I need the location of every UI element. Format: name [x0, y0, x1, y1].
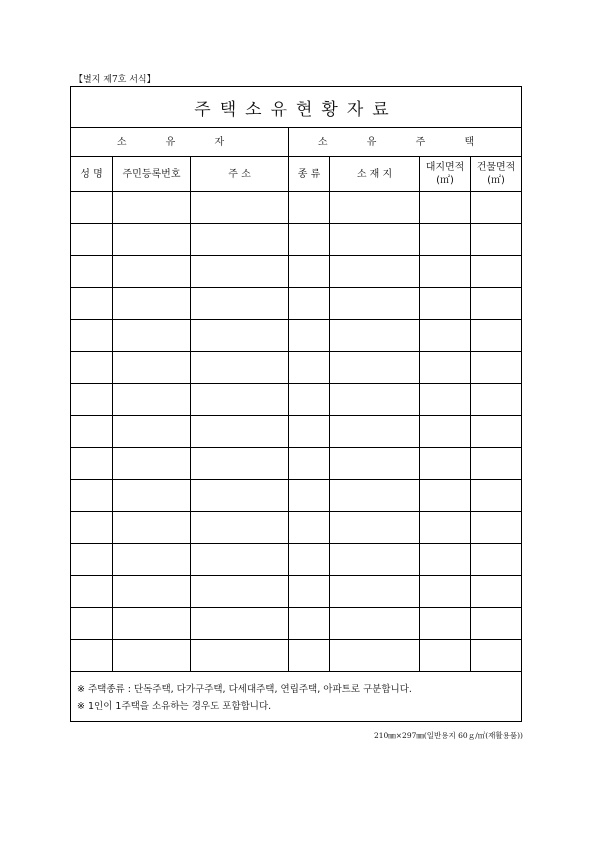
building-area-unit: (㎡)	[487, 175, 505, 186]
land-area-cell[interactable]	[420, 480, 471, 512]
type-cell[interactable]	[289, 320, 330, 352]
building-area-cell[interactable]	[471, 640, 522, 672]
location-cell[interactable]	[330, 512, 420, 544]
address-cell[interactable]	[191, 288, 289, 320]
name-cell[interactable]	[71, 384, 113, 416]
location-cell[interactable]	[330, 544, 420, 576]
document-title: 주택소유현황자료	[194, 99, 398, 120]
type-cell[interactable]	[289, 576, 330, 608]
building-area-cell[interactable]	[471, 224, 522, 256]
type-cell[interactable]	[289, 224, 330, 256]
table-row	[71, 544, 522, 576]
col-building-area-header	[471, 157, 522, 192]
table-row	[71, 512, 522, 544]
type-cell[interactable]	[289, 480, 330, 512]
building-area-cell[interactable]	[471, 352, 522, 384]
resident-no-cell[interactable]	[113, 352, 191, 384]
address-cell[interactable]	[191, 480, 289, 512]
resident-no-cell[interactable]	[113, 192, 191, 224]
location-cell[interactable]	[330, 288, 420, 320]
land-area-unit: (㎡)	[436, 175, 454, 186]
address-cell[interactable]	[191, 640, 289, 672]
land-area-cell[interactable]	[420, 608, 471, 640]
building-area-cell[interactable]	[471, 320, 522, 352]
table-row	[71, 384, 522, 416]
address-cell[interactable]	[191, 576, 289, 608]
building-area-cell[interactable]	[471, 480, 522, 512]
building-area-cell[interactable]	[471, 416, 522, 448]
address-cell[interactable]	[191, 512, 289, 544]
name-cell[interactable]	[71, 608, 113, 640]
table-row	[71, 192, 522, 224]
land-area-cell[interactable]	[420, 384, 471, 416]
table-row	[71, 448, 522, 480]
address-cell[interactable]	[191, 416, 289, 448]
table-row	[71, 416, 522, 448]
type-cell[interactable]	[289, 256, 330, 288]
table-row	[71, 480, 522, 512]
location-cell[interactable]	[330, 352, 420, 384]
type-cell[interactable]	[289, 544, 330, 576]
resident-no-cell[interactable]	[113, 608, 191, 640]
building-area-cell[interactable]	[471, 544, 522, 576]
type-cell[interactable]	[289, 448, 330, 480]
type-cell[interactable]	[289, 352, 330, 384]
location-cell[interactable]	[330, 608, 420, 640]
location-cell[interactable]	[330, 320, 420, 352]
col-type-header: 종 류	[289, 157, 330, 192]
name-cell[interactable]	[71, 512, 113, 544]
housing-table	[70, 127, 522, 672]
building-area-cell[interactable]	[471, 288, 522, 320]
table-row	[71, 320, 522, 352]
address-cell[interactable]	[191, 608, 289, 640]
resident-no-cell[interactable]	[113, 416, 191, 448]
col-name-header: 성 명	[71, 157, 113, 192]
type-cell[interactable]	[289, 416, 330, 448]
resident-no-cell[interactable]	[113, 576, 191, 608]
land-area-cell[interactable]	[420, 192, 471, 224]
land-area-cell[interactable]	[420, 576, 471, 608]
address-cell[interactable]	[191, 256, 289, 288]
col-resident-no-header: 주민등록번호	[113, 157, 191, 192]
owner-group-header: 소 유 자	[71, 128, 289, 157]
name-cell[interactable]	[71, 576, 113, 608]
name-cell[interactable]	[71, 224, 113, 256]
location-cell[interactable]	[330, 192, 420, 224]
resident-no-cell[interactable]	[113, 448, 191, 480]
col-location-header: 소 재 지	[330, 157, 420, 192]
table-row	[71, 576, 522, 608]
building-area-cell[interactable]	[471, 512, 522, 544]
name-cell[interactable]	[71, 288, 113, 320]
resident-no-cell[interactable]	[113, 288, 191, 320]
location-cell[interactable]	[330, 256, 420, 288]
land-area-cell[interactable]	[420, 256, 471, 288]
name-cell[interactable]	[71, 544, 113, 576]
land-area-label: 대지면적	[425, 162, 465, 173]
name-cell[interactable]	[71, 256, 113, 288]
land-area-cell[interactable]	[420, 224, 471, 256]
land-area-cell[interactable]	[420, 320, 471, 352]
name-cell[interactable]	[71, 192, 113, 224]
resident-no-cell[interactable]	[113, 224, 191, 256]
location-cell[interactable]	[330, 416, 420, 448]
resident-no-cell[interactable]	[113, 512, 191, 544]
location-cell[interactable]	[330, 480, 420, 512]
type-cell[interactable]	[289, 384, 330, 416]
land-area-cell[interactable]	[420, 416, 471, 448]
name-cell[interactable]	[71, 352, 113, 384]
building-area-cell[interactable]	[471, 576, 522, 608]
table-row	[71, 288, 522, 320]
resident-no-cell[interactable]	[113, 480, 191, 512]
building-area-cell[interactable]	[471, 608, 522, 640]
address-cell[interactable]	[191, 448, 289, 480]
house-group-header: 소 유 주 택	[289, 128, 522, 157]
address-cell[interactable]	[191, 352, 289, 384]
type-cell[interactable]	[289, 512, 330, 544]
building-area-cell[interactable]	[471, 256, 522, 288]
location-cell[interactable]	[330, 224, 420, 256]
resident-no-cell[interactable]	[113, 320, 191, 352]
land-area-cell[interactable]	[420, 448, 471, 480]
location-cell[interactable]	[330, 640, 420, 672]
name-cell[interactable]	[71, 416, 113, 448]
type-cell[interactable]	[289, 192, 330, 224]
address-cell[interactable]	[191, 320, 289, 352]
land-area-cell[interactable]	[420, 544, 471, 576]
location-cell[interactable]	[330, 384, 420, 416]
location-cell[interactable]	[330, 576, 420, 608]
table-row	[71, 608, 522, 640]
document-form	[70, 86, 522, 722]
col-address-header: 주 소	[191, 157, 289, 192]
land-area-cell[interactable]	[420, 640, 471, 672]
land-area-cell[interactable]	[420, 352, 471, 384]
note-housing-types: ※ 주택종류 : 단독주택, 다가구주택, 다세대주택, 연립주택, 아파트로 구분합니다.	[77, 684, 412, 695]
name-cell[interactable]	[71, 640, 113, 672]
resident-no-cell[interactable]	[113, 256, 191, 288]
type-cell[interactable]	[289, 640, 330, 672]
resident-no-cell[interactable]	[113, 384, 191, 416]
address-cell[interactable]	[191, 192, 289, 224]
name-cell[interactable]	[71, 320, 113, 352]
resident-no-cell[interactable]	[113, 640, 191, 672]
building-area-label: 건물면적	[476, 162, 516, 173]
col-land-area-header	[420, 157, 471, 192]
address-cell[interactable]	[191, 544, 289, 576]
table-row	[71, 256, 522, 288]
building-area-cell[interactable]	[471, 384, 522, 416]
table-row	[71, 224, 522, 256]
resident-no-cell[interactable]	[113, 544, 191, 576]
table-row	[71, 640, 522, 672]
form-label: 【별지 제7호 서식】	[74, 75, 156, 85]
name-cell[interactable]	[71, 480, 113, 512]
address-cell[interactable]	[191, 224, 289, 256]
building-area-cell[interactable]	[471, 448, 522, 480]
type-cell[interactable]	[289, 288, 330, 320]
land-area-cell[interactable]	[420, 512, 471, 544]
notes	[77, 681, 412, 715]
name-cell[interactable]	[71, 448, 113, 480]
location-cell[interactable]	[330, 448, 420, 480]
paper-spec: 210㎜×297㎜(일반용지 60ｇ/㎡(재활용품))	[373, 731, 523, 740]
note-single-house: ※ 1인이 1주택을 소유하는 경우도 포함합니다.	[77, 701, 272, 712]
address-cell[interactable]	[191, 384, 289, 416]
table-row	[71, 352, 522, 384]
type-cell[interactable]	[289, 608, 330, 640]
building-area-cell[interactable]	[471, 192, 522, 224]
land-area-cell[interactable]	[420, 288, 471, 320]
